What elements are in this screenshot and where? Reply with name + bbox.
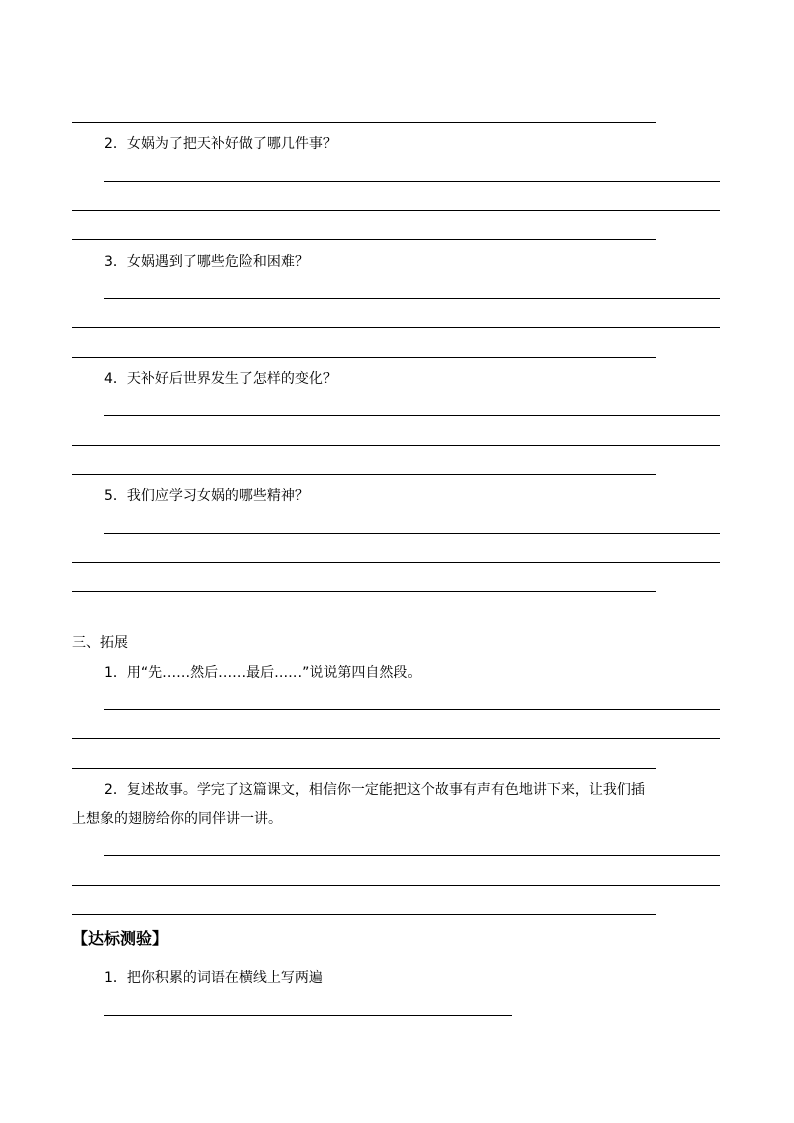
question-2: 2．女娲为了把天补好做了哪几件事？ — [104, 136, 337, 152]
answer-line[interactable] — [104, 181, 720, 182]
section-heading: 三、拓展 — [72, 635, 128, 651]
test-heading: 【达标测验】 — [72, 929, 169, 948]
answer-line[interactable] — [104, 709, 720, 710]
answer-line[interactable] — [72, 445, 720, 446]
answer-line[interactable] — [72, 122, 656, 123]
answer-line[interactable] — [72, 474, 656, 475]
question-4: 4．天补好后世界发生了怎样的变化？ — [104, 371, 337, 387]
question-5: 5．我们应学习女娲的哪些精神？ — [104, 488, 309, 504]
test-question-1: 1．把你积累的词语在横线上写两遍 — [104, 970, 323, 986]
section3-question-2-line2: 上想象的翅膀给你的同伴讲一讲。 — [72, 811, 282, 827]
section3-question-1: 1．用“先……然后……最后……”说说第四自然段。 — [104, 665, 422, 681]
answer-line[interactable] — [104, 415, 720, 416]
answer-line[interactable] — [72, 327, 720, 328]
answer-line[interactable] — [72, 210, 720, 211]
answer-line[interactable] — [72, 239, 656, 240]
answer-line[interactable] — [72, 357, 656, 358]
answer-line[interactable] — [72, 738, 720, 739]
section3-question-2-line1: 2．复述故事。学完了这篇课文，相信你一定能把这个故事有声有色地讲下来，让我们插 — [104, 782, 645, 798]
answer-line[interactable] — [104, 1015, 512, 1016]
answer-line[interactable] — [72, 914, 656, 915]
question-3: 3．女娲遇到了哪些危险和困难？ — [104, 254, 309, 270]
answer-line[interactable] — [72, 562, 720, 563]
answer-line[interactable] — [104, 298, 720, 299]
answer-line[interactable] — [104, 533, 720, 534]
answer-line[interactable] — [72, 591, 656, 592]
answer-line[interactable] — [72, 885, 720, 886]
answer-line[interactable] — [104, 855, 720, 856]
answer-line[interactable] — [72, 768, 656, 769]
